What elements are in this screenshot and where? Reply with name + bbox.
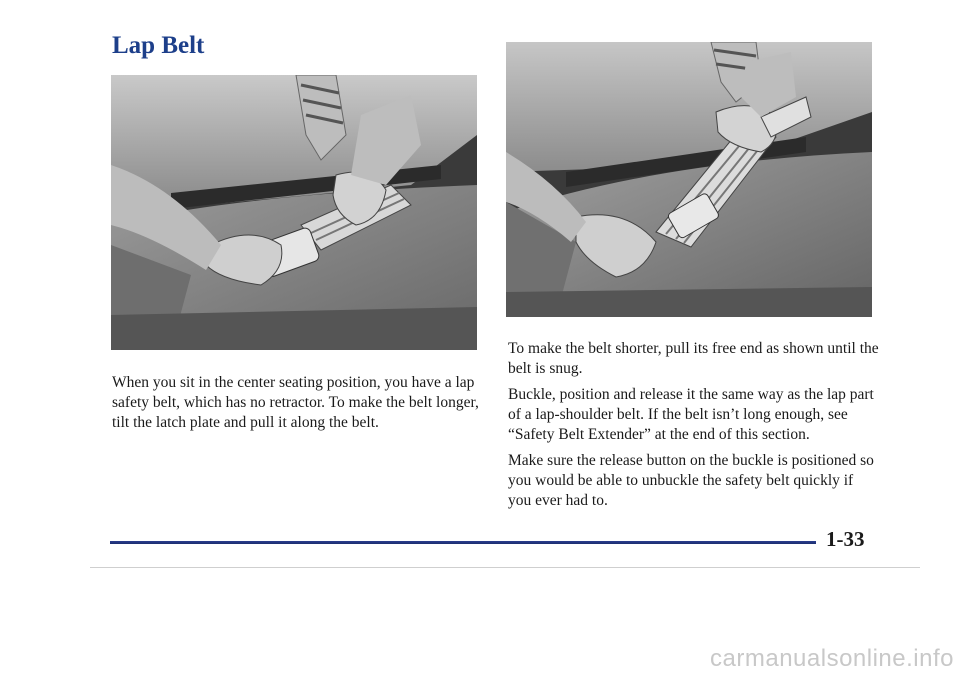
paragraph-shorten: To make the belt shorter, pull its free end as shown until the belt is snug. — [508, 340, 879, 377]
paragraph-buckle: Buckle, position and release it the same way as the lap part of a lap-shoulder belt. If the belt isn’t long enough, see “Safety Belt Extender” at the end of this section. — [508, 386, 874, 443]
watermark: carmanualsonline.info — [710, 645, 954, 672]
illustration-shorten-belt — [506, 42, 872, 317]
paragraph-lengthen: When you sit in the center seating position, you have a lap safety belt, which has no retractor. To make the belt longer, tilt the latch plate and pull it along the belt. — [112, 374, 479, 431]
illustration-lengthen-belt — [111, 75, 477, 350]
right-body-text — [508, 339, 880, 517]
page-number: 1-33 — [826, 527, 865, 551]
scan-edge-line — [90, 567, 920, 568]
left-body-text — [112, 373, 484, 439]
footer-rule — [110, 541, 816, 544]
section-title: Lap Belt — [112, 32, 205, 59]
paragraph-release-button: Make sure the release button on the buckle is positioned so you would be able to unbuckle the safety belt quickly if you ever had to. — [508, 452, 874, 509]
